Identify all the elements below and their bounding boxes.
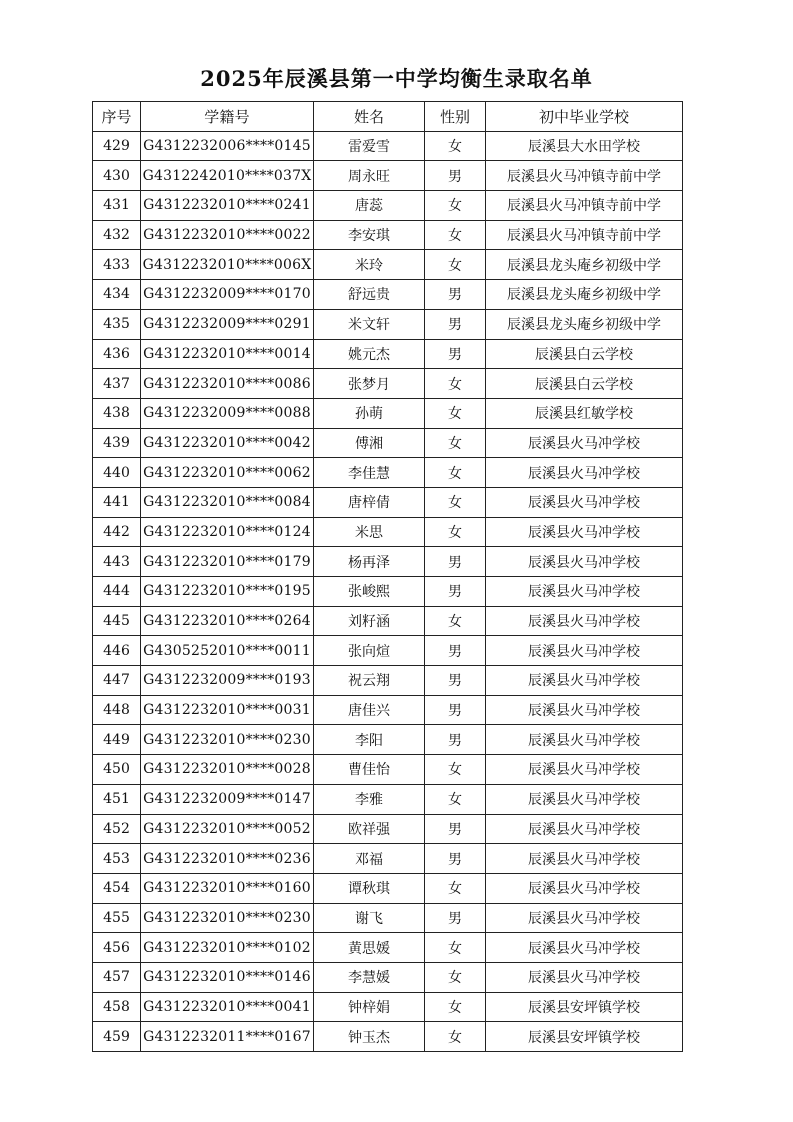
cell-gender: 女 — [425, 606, 486, 636]
cell-gender: 男 — [425, 547, 486, 577]
cell-name: 张向煊 — [314, 636, 425, 666]
cell-gender: 女 — [425, 962, 486, 992]
cell-gender: 女 — [425, 1022, 486, 1052]
cell-student-id: G4312232010****0031 — [141, 695, 314, 725]
cell-gender: 女 — [425, 755, 486, 785]
cell-school: 辰溪县火马冲学校 — [486, 873, 683, 903]
cell-school: 辰溪县火马冲学校 — [486, 636, 683, 666]
table-row — [93, 191, 683, 221]
cell-name: 刘籽涵 — [314, 606, 425, 636]
table-row — [93, 873, 683, 903]
cell-no: 438 — [93, 398, 141, 428]
cell-name: 欧祥强 — [314, 814, 425, 844]
cell-gender: 男 — [425, 666, 486, 696]
table-row — [93, 280, 683, 310]
cell-no: 456 — [93, 933, 141, 963]
cell-name: 谭秋琪 — [314, 873, 425, 903]
cell-name: 黄思媛 — [314, 933, 425, 963]
table-row — [93, 695, 683, 725]
cell-gender: 男 — [425, 814, 486, 844]
table-row — [93, 250, 683, 280]
cell-gender: 女 — [425, 873, 486, 903]
cell-school: 辰溪县火马冲学校 — [486, 606, 683, 636]
table-row — [93, 755, 683, 785]
cell-name: 李雅 — [314, 784, 425, 814]
table-header-row — [93, 102, 683, 132]
cell-no: 446 — [93, 636, 141, 666]
table-row — [93, 606, 683, 636]
cell-school: 辰溪县火马冲学校 — [486, 844, 683, 874]
cell-student-id: G4312232011****0167 — [141, 1022, 314, 1052]
cell-student-id: G4305252010****0011 — [141, 636, 314, 666]
cell-gender: 男 — [425, 695, 486, 725]
cell-school: 辰溪县火马冲学校 — [486, 962, 683, 992]
cell-no: 431 — [93, 191, 141, 221]
header-no: 序号 — [93, 102, 141, 132]
cell-student-id: G4312232010****0179 — [141, 547, 314, 577]
cell-no: 453 — [93, 844, 141, 874]
cell-student-id: G4312232009****0088 — [141, 398, 314, 428]
cell-school: 辰溪县龙头庵乡初级中学 — [486, 250, 683, 280]
cell-gender: 女 — [425, 398, 486, 428]
cell-name: 钟梓娟 — [314, 992, 425, 1022]
cell-name: 杨再泽 — [314, 547, 425, 577]
cell-student-id: G4312232010****0160 — [141, 873, 314, 903]
cell-gender: 男 — [425, 280, 486, 310]
cell-no: 454 — [93, 873, 141, 903]
cell-school: 辰溪县火马冲学校 — [486, 784, 683, 814]
cell-student-id: G4312232010****006X — [141, 250, 314, 280]
cell-gender: 女 — [425, 487, 486, 517]
cell-gender: 男 — [425, 161, 486, 191]
cell-student-id: G4312232010****0014 — [141, 339, 314, 369]
cell-student-id: G4312232010****0195 — [141, 577, 314, 607]
cell-gender: 男 — [425, 903, 486, 933]
table-row — [93, 666, 683, 696]
cell-school: 辰溪县安坪镇学校 — [486, 992, 683, 1022]
cell-school: 辰溪县火马冲学校 — [486, 933, 683, 963]
cell-name: 孙萌 — [314, 398, 425, 428]
cell-student-id: G4312232010****0062 — [141, 458, 314, 488]
cell-student-id: G4312232010****0146 — [141, 962, 314, 992]
cell-no: 442 — [93, 517, 141, 547]
cell-name: 唐蕊 — [314, 191, 425, 221]
cell-student-id: G4312232009****0291 — [141, 309, 314, 339]
cell-name: 雷爱雪 — [314, 131, 425, 161]
cell-no: 436 — [93, 339, 141, 369]
cell-gender: 男 — [425, 636, 486, 666]
cell-name: 李安琪 — [314, 220, 425, 250]
table-row — [93, 428, 683, 458]
cell-name: 唐佳兴 — [314, 695, 425, 725]
page-title: 2025年辰溪县第一中学均衡生录取名单 — [200, 66, 593, 91]
cell-student-id: G4312232006****0145 — [141, 131, 314, 161]
cell-gender: 女 — [425, 458, 486, 488]
cell-student-id: G4312232010****0230 — [141, 725, 314, 755]
cell-no: 444 — [93, 577, 141, 607]
cell-school: 辰溪县火马冲学校 — [486, 458, 683, 488]
table-body — [93, 131, 683, 1051]
cell-gender: 男 — [425, 844, 486, 874]
cell-school: 辰溪县火马冲镇寺前中学 — [486, 161, 683, 191]
cell-school: 辰溪县红敏学校 — [486, 398, 683, 428]
cell-name: 邓福 — [314, 844, 425, 874]
cell-gender: 女 — [425, 517, 486, 547]
cell-student-id: G4312232010****0028 — [141, 755, 314, 785]
header-gender: 性别 — [425, 102, 486, 132]
table-row — [93, 962, 683, 992]
cell-gender: 女 — [425, 428, 486, 458]
cell-school: 辰溪县火马冲学校 — [486, 755, 683, 785]
cell-no: 455 — [93, 903, 141, 933]
cell-student-id: G4312232010****0241 — [141, 191, 314, 221]
cell-school: 辰溪县火马冲学校 — [486, 903, 683, 933]
cell-name: 张峻熙 — [314, 577, 425, 607]
table-row — [93, 725, 683, 755]
cell-student-id: G4312232010****0022 — [141, 220, 314, 250]
cell-no: 435 — [93, 309, 141, 339]
cell-student-id: G4312232010****0124 — [141, 517, 314, 547]
table-row — [93, 903, 683, 933]
cell-gender: 女 — [425, 933, 486, 963]
cell-school: 辰溪县火马冲学校 — [486, 725, 683, 755]
cell-name: 米思 — [314, 517, 425, 547]
cell-no: 451 — [93, 784, 141, 814]
cell-school: 辰溪县火马冲镇寺前中学 — [486, 191, 683, 221]
table-row — [93, 992, 683, 1022]
cell-school: 辰溪县火马冲镇寺前中学 — [486, 220, 683, 250]
cell-gender: 女 — [425, 784, 486, 814]
table-row — [93, 220, 683, 250]
cell-name: 钟玉杰 — [314, 1022, 425, 1052]
cell-no: 448 — [93, 695, 141, 725]
table-row — [93, 784, 683, 814]
table-row — [93, 309, 683, 339]
cell-gender: 男 — [425, 725, 486, 755]
table-row — [93, 398, 683, 428]
cell-no: 430 — [93, 161, 141, 191]
table-row — [93, 1022, 683, 1052]
cell-gender: 男 — [425, 577, 486, 607]
cell-school: 辰溪县火马冲学校 — [486, 814, 683, 844]
cell-gender: 男 — [425, 339, 486, 369]
cell-student-id: G4312242010****037X — [141, 161, 314, 191]
cell-student-id: G4312232009****0147 — [141, 784, 314, 814]
cell-no: 450 — [93, 755, 141, 785]
cell-no: 432 — [93, 220, 141, 250]
cell-no: 447 — [93, 666, 141, 696]
cell-no: 434 — [93, 280, 141, 310]
cell-student-id: G4312232010****0086 — [141, 369, 314, 399]
table-row — [93, 844, 683, 874]
cell-student-id: G4312232010****0264 — [141, 606, 314, 636]
table-row — [93, 814, 683, 844]
header-school: 初中毕业学校 — [486, 102, 683, 132]
cell-gender: 女 — [425, 191, 486, 221]
cell-gender: 女 — [425, 369, 486, 399]
cell-name: 曹佳怡 — [314, 755, 425, 785]
cell-name: 米玲 — [314, 250, 425, 280]
cell-name: 李慧媛 — [314, 962, 425, 992]
cell-school: 辰溪县火马冲学校 — [486, 428, 683, 458]
cell-gender: 女 — [425, 250, 486, 280]
cell-school: 辰溪县白云学校 — [486, 369, 683, 399]
cell-gender: 女 — [425, 220, 486, 250]
table-row — [93, 487, 683, 517]
cell-gender: 女 — [425, 131, 486, 161]
cell-student-id: G4312232010****0102 — [141, 933, 314, 963]
cell-student-id: G4312232010****0052 — [141, 814, 314, 844]
cell-school: 辰溪县火马冲学校 — [486, 695, 683, 725]
cell-student-id: G4312232009****0193 — [141, 666, 314, 696]
cell-student-id: G4312232010****0042 — [141, 428, 314, 458]
cell-no: 440 — [93, 458, 141, 488]
cell-no: 439 — [93, 428, 141, 458]
cell-school: 辰溪县火马冲学校 — [486, 666, 683, 696]
cell-school: 辰溪县龙头庵乡初级中学 — [486, 309, 683, 339]
cell-no: 459 — [93, 1022, 141, 1052]
cell-student-id: G4312232009****0170 — [141, 280, 314, 310]
table-row — [93, 161, 683, 191]
cell-name: 谢飞 — [314, 903, 425, 933]
cell-name: 张梦月 — [314, 369, 425, 399]
admission-table — [92, 101, 683, 1052]
cell-no: 458 — [93, 992, 141, 1022]
cell-no: 441 — [93, 487, 141, 517]
cell-no: 437 — [93, 369, 141, 399]
header-student-id: 学籍号 — [141, 102, 314, 132]
cell-no: 443 — [93, 547, 141, 577]
cell-no: 445 — [93, 606, 141, 636]
cell-no: 457 — [93, 962, 141, 992]
cell-name: 祝云翔 — [314, 666, 425, 696]
cell-no: 452 — [93, 814, 141, 844]
table-row — [93, 933, 683, 963]
table-row — [93, 577, 683, 607]
cell-school: 辰溪县火马冲学校 — [486, 547, 683, 577]
cell-name: 李佳慧 — [314, 458, 425, 488]
table-row — [93, 458, 683, 488]
cell-name: 唐梓倩 — [314, 487, 425, 517]
table-row — [93, 131, 683, 161]
cell-student-id: G4312232010****0236 — [141, 844, 314, 874]
table-row — [93, 369, 683, 399]
cell-no: 449 — [93, 725, 141, 755]
table-row — [93, 517, 683, 547]
cell-student-id: G4312232010****0041 — [141, 992, 314, 1022]
cell-name: 姚元杰 — [314, 339, 425, 369]
cell-school: 辰溪县大水田学校 — [486, 131, 683, 161]
cell-school: 辰溪县火马冲学校 — [486, 487, 683, 517]
cell-name: 李阳 — [314, 725, 425, 755]
header-name: 姓名 — [314, 102, 425, 132]
table-row — [93, 636, 683, 666]
cell-school: 辰溪县火马冲学校 — [486, 517, 683, 547]
cell-student-id: G4312232010****0230 — [141, 903, 314, 933]
cell-school: 辰溪县火马冲学校 — [486, 577, 683, 607]
cell-no: 433 — [93, 250, 141, 280]
cell-school: 辰溪县白云学校 — [486, 339, 683, 369]
table-row — [93, 339, 683, 369]
cell-name: 周永旺 — [314, 161, 425, 191]
table-row — [93, 547, 683, 577]
cell-no: 429 — [93, 131, 141, 161]
cell-gender: 女 — [425, 992, 486, 1022]
cell-name: 舒远贵 — [314, 280, 425, 310]
cell-school: 辰溪县安坪镇学校 — [486, 1022, 683, 1052]
cell-name: 傅湘 — [314, 428, 425, 458]
cell-name: 米文轩 — [314, 309, 425, 339]
cell-gender: 男 — [425, 309, 486, 339]
cell-student-id: G4312232010****0084 — [141, 487, 314, 517]
cell-school: 辰溪县龙头庵乡初级中学 — [486, 280, 683, 310]
